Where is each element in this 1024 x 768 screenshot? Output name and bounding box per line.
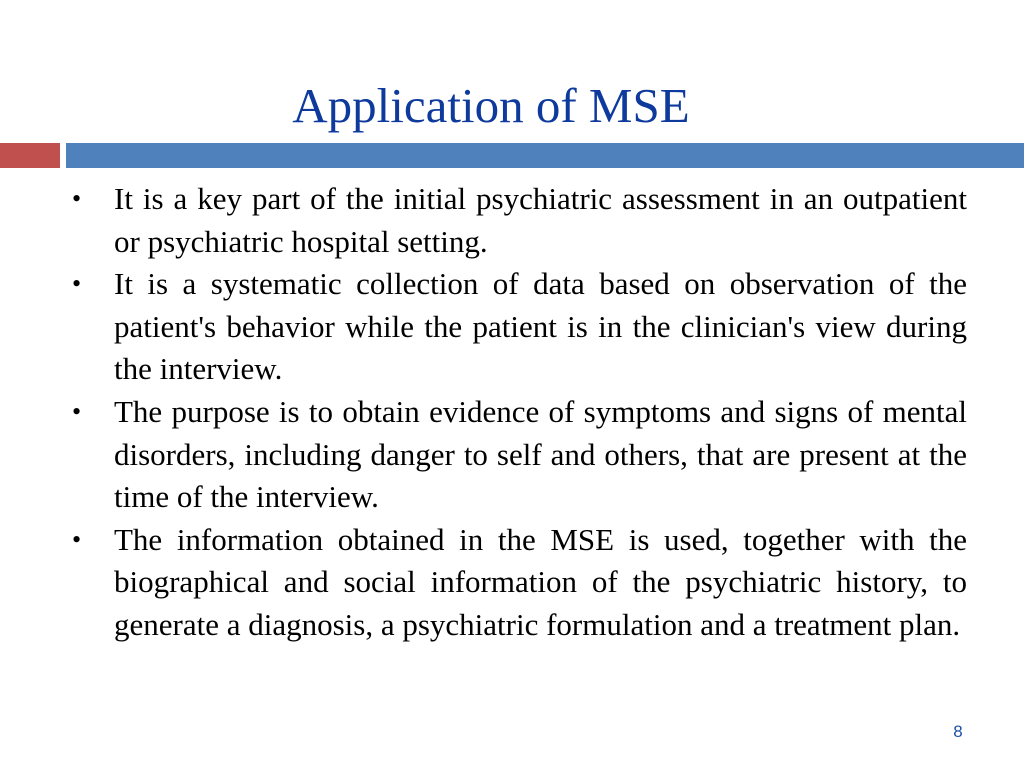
bullet-text: The information obtained in the MSE is used, together with the biographical and social information of the psychiatric history, to generate a diagnosis, a psychiatric formulation and a treatment plan. (114, 521, 967, 642)
bullet-item (72, 263, 967, 391)
bullet-item (72, 391, 967, 519)
bullet-item (72, 178, 967, 263)
bullet-icon: • (72, 396, 82, 426)
accent-bar-red (0, 143, 60, 168)
page-number: 8 (953, 722, 963, 741)
bullet-icon: • (72, 269, 82, 299)
bullet-text: It is a systematic collection of data based on observation of the patient's behavior while the patient is in the clinician's view during the interview. (114, 266, 967, 387)
bullet-text: The purpose is to obtain evidence of symptoms and signs of mental disorders, including danger to self and others, that are present at the time of the interview. (114, 393, 967, 515)
slide-title: Application of MSE (292, 78, 690, 133)
accent-bar-blue (66, 143, 1024, 168)
bullet-item (72, 519, 967, 647)
bullet-text: It is a key part of the initial psychiatric assessment in an outpatient or psychiatric hospital setting. (114, 181, 967, 259)
bullet-icon: • (72, 184, 82, 213)
bullet-icon: • (72, 524, 82, 554)
bullet-list (72, 178, 967, 647)
